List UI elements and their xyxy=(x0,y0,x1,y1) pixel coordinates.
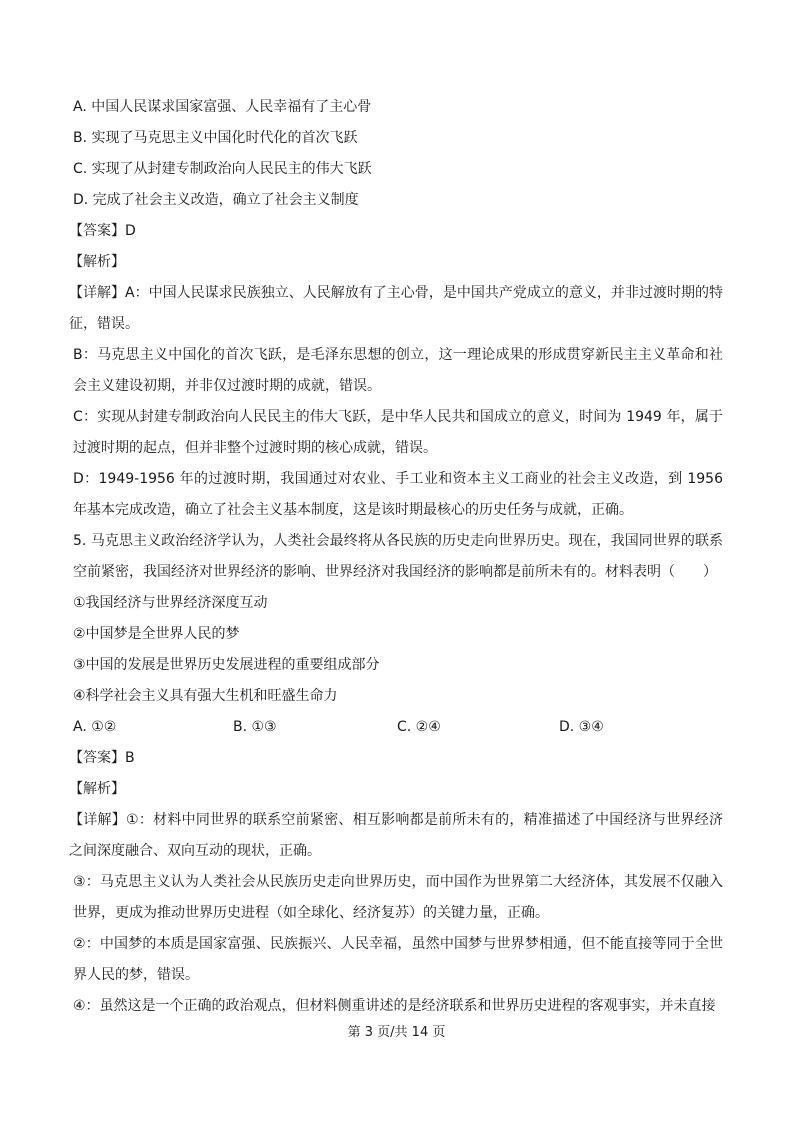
q4-option-c: C. 实现了从封建专制政治向人民民主的伟大飞跃 xyxy=(73,161,372,177)
q5-answer: 【答案】B xyxy=(69,750,135,766)
q5-detail-2: ②：中国梦的本质是国家富强、民族振兴、人民幸福，虽然中国梦与世界梦相通，但不能直接等同于全世界人民的梦，错误。 xyxy=(73,936,723,983)
q4-option-a: A. 中国人民谋求国家富强、人民幸福有了主心骨 xyxy=(73,99,372,115)
q5-choice-c: C. ②④ xyxy=(397,719,441,735)
q4-detail-d: D：1949-1956 年的过渡时期，我国通过对农业、手工业和资本主义工商业的社会主义改造，到 1956 年基本完成改造，确立了社会主义基本制度，这是该时期最核心的历史任务与成就，正确。 xyxy=(73,471,723,518)
q4-detail-a: 【详解】A：中国人民谋求民族独立、人民解放有了主心骨，是中国共产党成立的意义，并非过渡时期的特征，错误。 xyxy=(69,285,723,332)
q5-stem: 5. 马克思主义政治经济学认为，人类社会最终将从各民族的历史走向世界历史。现在，我国同世界的联系空前紧密，我国经济对世界经济的影响、世界经济对我国经济的影响都是前所未有的。材料表明（ ） xyxy=(73,533,723,580)
q5-detail-4: ④：虽然这是一个正确的政治观点，但材料侧重讲述的是经济联系和世界历史进程的客观事实，并未直接 xyxy=(73,998,716,1014)
q5-statement-3: ③中国的发展是世界历史发展进程的重要组成部分 xyxy=(73,657,380,673)
q5-statement-1: ①我国经济与世界经济深度互动 xyxy=(73,595,268,611)
q4-detail-c: C：实现从封建专制政治向人民民主的伟大飞跃，是中华人民共和国成立的意义，时间为 1949 年，属于过渡时期的起点，但并非整个过渡时期的核心成就，错误。 xyxy=(73,409,723,456)
q5-analysis-label: 【解析】 xyxy=(69,781,125,797)
q5-detail-1: 【详解】①：材料中同世界的联系空前紧密、相互影响都是前所未有的，精准描述了中国经济与世界经济之间深度融合、双向互动的现状，正确。 xyxy=(69,812,723,859)
q5-choice-d: D. ③④ xyxy=(559,719,604,735)
page-content xyxy=(69,92,723,1022)
q5-statement-2: ②中国梦是全世界人民的梦 xyxy=(73,626,240,642)
q5-choices xyxy=(73,712,723,743)
q4-option-d: D. 完成了社会主义改造，确立了社会主义制度 xyxy=(73,192,359,208)
q5-choice-a: A. ①② xyxy=(73,719,117,735)
q4-answer: 【答案】D xyxy=(69,223,136,239)
q5-detail-3: ③：马克思主义认为人类社会从民族历史走向世界历史，而中国作为世界第二大经济体，其发展不仅融入世界，更成为推动世界历史进程（如全球化、经济复苏）的关键力量，正确。 xyxy=(73,874,723,921)
q5-choice-b: B. ①③ xyxy=(233,719,277,735)
page-number-footer: 第 3 页/共 14 页 xyxy=(347,1025,446,1040)
q5-statement-4: ④科学社会主义具有强大生机和旺盛生命力 xyxy=(73,688,338,704)
q4-analysis-label: 【解析】 xyxy=(69,254,125,270)
q4-detail-b: B：马克思主义中国化的首次飞跃，是毛泽东思想的创立，这一理论成果的形成贯穿新民主主义革命和社会主义建设初期，并非仅过渡时期的成就，错误。 xyxy=(73,347,723,394)
q4-option-b: B. 实现了马克思主义中国化时代化的首次飞跃 xyxy=(73,130,358,146)
